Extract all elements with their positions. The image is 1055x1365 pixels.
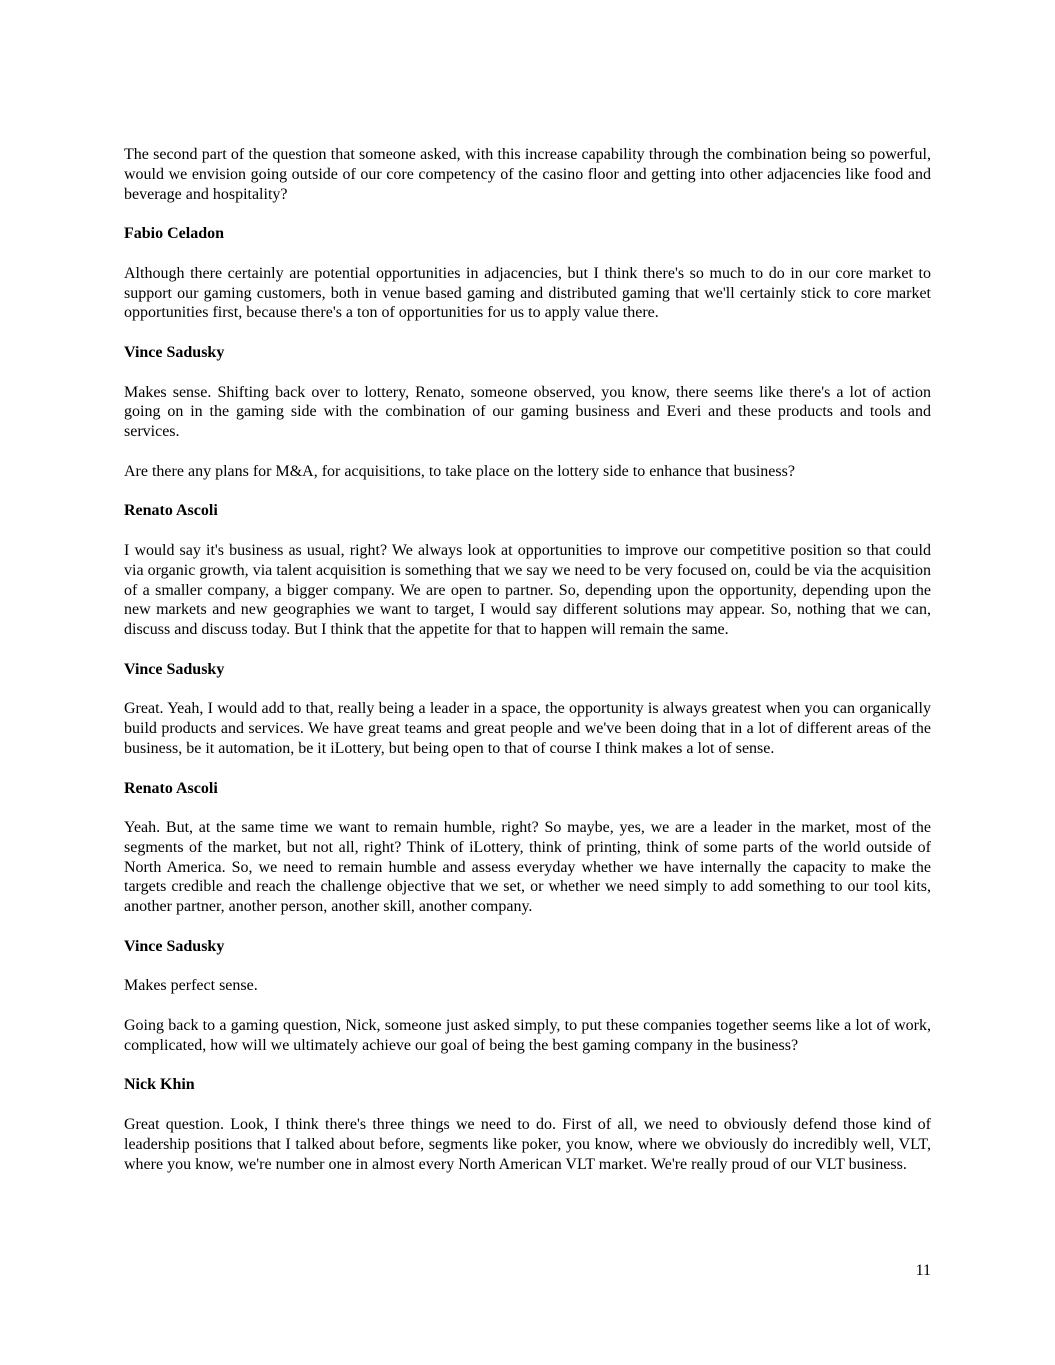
paragraph: Great. Yeah, I would add to that, really being a leader in a space, the opportunity is always greatest when you can organically build products and services. We have great teams and great people and we've been doing that in a lot of different areas of the business, be it automation, be it iLottery, but being open to that of course I think makes a lot of sense.	[124, 700, 931, 757]
speaker-name: Fabio Celadon	[124, 225, 225, 243]
page-number: 11	[915, 1262, 931, 1279]
paragraph: The second part of the question that someone asked, with this increase capability through the combination being so powerful, would we envision going outside of our core competency of the casino floor and getting into other adjacencies like food and beverage and hospitality?	[124, 146, 931, 203]
speaker-name: Renato Ascoli	[124, 779, 218, 797]
speaker-name: Vince Sadusky	[124, 937, 225, 955]
paragraph: Great question. Look, I think there's three things we need to do. First of all, we need to obviously defend those kind of leadership positions that I talked about before, segments like poker, you know, where we obviously do incredibly well, VLT, where you know, we're number one in almost every North American VLT market. We're really proud of our VLT business.	[124, 1116, 931, 1173]
paragraph: I would say it's business as usual, right? We always look at opportunities to improve our competitive position so that could via organic growth, via talent acquisition is something that we say we need to be very focused on, could be via the acquisition of a smaller company, a bigger company. We are open to partner. So, depending upon the opportunity, depending upon the new markets and new geographies we want to target, I would say different solutions may appear. So, nothing that we can, discuss and discuss today. But I think that the appetite for that to happen will remain the same.	[124, 541, 931, 639]
speaker-name: Renato Ascoli	[124, 502, 218, 520]
paragraph: Makes sense. Shifting back over to lottery, Renato, someone observed, you know, there seems like there's a lot of action going on in the gaming side with the combination of our gaming business and Everi and these products and tools and services.	[124, 383, 931, 441]
speaker-name: Nick Khin	[124, 1076, 195, 1094]
paragraph: Going back to a gaming question, Nick, someone just asked simply, to put these companies together seems like a lot of work, complicated, how will we ultimately achieve our goal of being the best gaming company in the business?	[124, 1017, 931, 1054]
speaker-name: Vince Sadusky	[124, 660, 225, 678]
paragraph: Are there any plans for M&A, for acquisitions, to take place on the lottery side to enhance that business?	[124, 462, 795, 480]
paragraph: Yeah. But, at the same time we want to remain humble, right? So maybe, yes, we are a leader in the market, most of the segments of the market, but not all, right? Think of iLottery, think of printing, think of some parts of the world outside of North America. So, we need to remain humble and assess everyday whether we have internally the capacity to make the targets credible and reach the challenge objective that we set, or whether we need simply to add something to our tool kits, another partner, another person, another skill, another company.	[124, 819, 931, 916]
paragraph: Although there certainly are potential opportunities in adjacencies, but I think there's so much to do in our core market to support our gaming customers, both in venue based gaming and distributed gaming that we'll certainly stick to core market opportunities first, because there's a ton of opportunities for us to apply value there.	[124, 264, 931, 322]
speaker-name: Vince Sadusky	[124, 343, 225, 361]
transcript-body	[124, 145, 931, 1194]
paragraph: Makes perfect sense.	[124, 977, 258, 995]
